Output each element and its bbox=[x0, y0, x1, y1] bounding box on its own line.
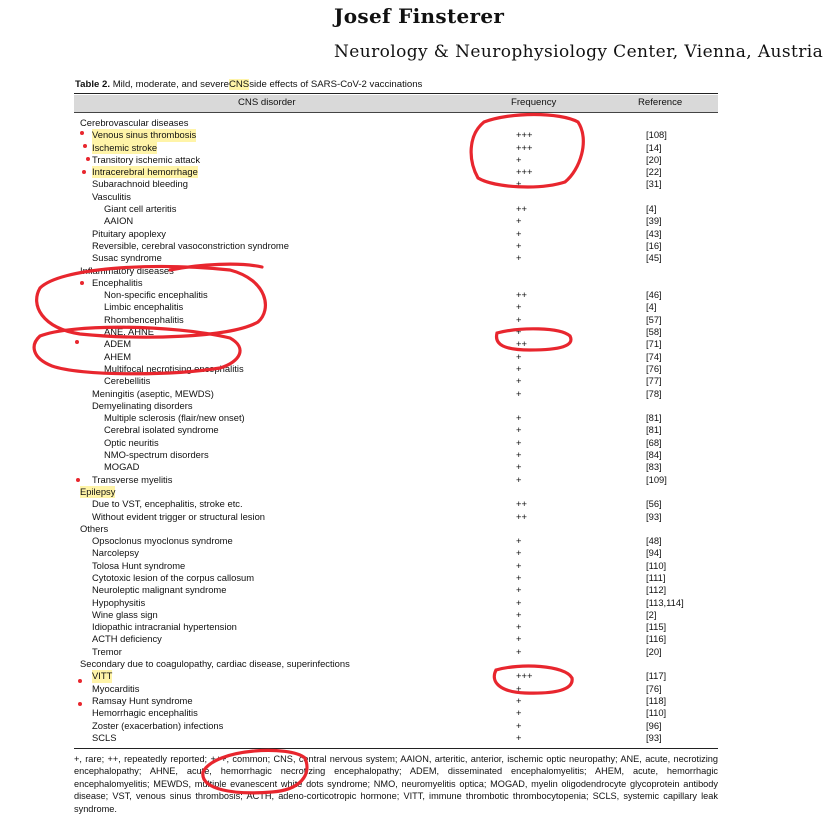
table-top-rule bbox=[74, 93, 718, 94]
reference-cell: [96] bbox=[646, 719, 662, 731]
disorder-cell: Meningitis (aseptic, MEWDS) bbox=[92, 387, 214, 399]
reference-cell: [83] bbox=[646, 461, 662, 473]
reference-cell: [81] bbox=[646, 424, 662, 436]
disorder-cell: Vasculitis bbox=[92, 190, 131, 202]
reference-cell: [2] bbox=[646, 608, 657, 620]
reference-cell: [94] bbox=[646, 547, 662, 559]
table-bottom-rule bbox=[74, 748, 718, 749]
disorder-cell: MOGAD bbox=[104, 461, 140, 473]
frequency-cell: ++ bbox=[516, 203, 527, 215]
reference-cell: [76] bbox=[646, 362, 662, 374]
table-header-bar bbox=[74, 95, 718, 113]
table-row bbox=[74, 191, 718, 203]
author-name: Josef Finsterer bbox=[334, 4, 505, 28]
frequency-cell: + bbox=[516, 719, 522, 731]
table-row bbox=[74, 277, 718, 289]
table-row bbox=[74, 412, 718, 424]
reference-cell: [46] bbox=[646, 289, 662, 301]
disorder-cell: Neuroleptic malignant syndrome bbox=[92, 584, 227, 596]
header-frequency: Frequency bbox=[511, 97, 557, 108]
disorder-cell: Hypophysitis bbox=[92, 596, 146, 608]
table-row bbox=[74, 621, 718, 633]
table-row bbox=[74, 449, 718, 461]
frequency-cell: + bbox=[516, 375, 522, 387]
disorder-cell: Narcolepsy bbox=[92, 547, 139, 559]
reference-cell: [108] bbox=[646, 129, 667, 141]
disorder-cell: Demyelinating disorders bbox=[92, 399, 193, 411]
disorder-cell: NMO-spectrum disorders bbox=[104, 449, 209, 461]
table-row bbox=[74, 609, 718, 621]
disorder-cell: Hemorrhagic encephalitis bbox=[92, 707, 198, 719]
frequency-cell: ++ bbox=[516, 289, 527, 301]
disorder-cell: Idiopathic intracranial hypertension bbox=[92, 621, 237, 633]
frequency-cell: + bbox=[516, 215, 522, 227]
frequency-cell: ++ bbox=[516, 338, 527, 350]
frequency-cell: + bbox=[516, 350, 522, 362]
frequency-cell: + bbox=[516, 239, 522, 251]
disorder-cell: Transverse myelitis bbox=[92, 473, 173, 485]
reference-cell: [77] bbox=[646, 375, 662, 387]
reference-cell: [78] bbox=[646, 387, 662, 399]
disorder-cell: AAION bbox=[104, 215, 134, 227]
reference-cell: [115] bbox=[646, 621, 667, 633]
reference-cell: [116] bbox=[646, 633, 667, 645]
reference-cell: [117] bbox=[646, 670, 667, 682]
reference-cell: [58] bbox=[646, 326, 662, 338]
disorder-cell: Susac syndrome bbox=[92, 252, 162, 264]
frequency-cell: +++ bbox=[516, 166, 533, 178]
disorder-cell: Zoster (exacerbation) infections bbox=[92, 719, 224, 731]
reference-cell: [84] bbox=[646, 449, 662, 461]
disorder-cell: Without evident trigger or structural lesion bbox=[92, 510, 265, 522]
table-row bbox=[74, 597, 718, 609]
table-footnote: +, rare; ++, repeatedly reported; +++, common; CNS, central nervous system; AAION, arteritic, anterior, ischemic optic neuropathy; ANE, acute, necrotizing encephalopathy; AHNE, acute, hemorrhagic necrotizing encephalopathy; ADEM, disseminated encephalomyelitis; AHEM, acute, hemorrhagic encephalomyelitis; MEWDS, multiple evanescent white dots syndrome; NMO, neuromyelitis optica; MOGAD, myelin oligodendrocyte glycoprotein antibody disease; VST, venous sinus thrombosis; ACTH, adeno-corticotropic hormone; VITT, immune thrombotic thrombocytopenia; SCLS, systemic capillary leak syndrome. bbox=[74, 754, 718, 814]
table-row bbox=[74, 461, 718, 473]
reference-cell: [93] bbox=[646, 731, 662, 743]
disorder-cell: VITT bbox=[92, 670, 113, 682]
table-row bbox=[74, 732, 718, 744]
table-row bbox=[74, 670, 718, 682]
frequency-cell: + bbox=[516, 301, 522, 313]
frequency-cell: + bbox=[516, 707, 522, 719]
frequency-cell: +++ bbox=[516, 129, 533, 141]
reference-cell: [76] bbox=[646, 682, 662, 694]
disorder-cell: Ischemic stroke bbox=[92, 141, 158, 153]
table-row bbox=[74, 572, 718, 584]
disorder-cell: SCLS bbox=[92, 731, 117, 743]
table-row bbox=[74, 166, 718, 178]
disorder-cell: ADEM bbox=[104, 338, 132, 350]
disorder-cell: Multiple sclerosis (flair/new onset) bbox=[104, 412, 245, 424]
table-row bbox=[74, 646, 718, 658]
frequency-cell: + bbox=[516, 449, 522, 461]
frequency-cell: + bbox=[516, 461, 522, 473]
disorder-cell: Non-specific encephalitis bbox=[104, 289, 208, 301]
frequency-cell: +++ bbox=[516, 141, 533, 153]
reference-cell: [20] bbox=[646, 645, 662, 657]
disorder-cell: Giant cell arteritis bbox=[104, 203, 177, 215]
reference-cell: [43] bbox=[646, 227, 662, 239]
reference-cell: [110] bbox=[646, 707, 667, 719]
frequency-cell: + bbox=[516, 682, 522, 694]
table-row bbox=[74, 474, 718, 486]
disorder-cell: AHEM bbox=[104, 350, 132, 362]
disorder-cell: Reversible, cerebral vasoconstriction syndrome bbox=[92, 239, 289, 251]
frequency-cell: + bbox=[516, 621, 522, 633]
disorder-cell: Rhombencephalitis bbox=[104, 313, 184, 325]
disorder-cell: Tolosa Hunt syndrome bbox=[92, 559, 186, 571]
disorder-cell: Optic neuritis bbox=[104, 436, 159, 448]
table-row bbox=[74, 535, 718, 547]
disorder-cell: Encephalitis bbox=[92, 276, 143, 288]
frequency-cell: ++ bbox=[516, 510, 527, 522]
disorder-cell: Subarachnoid bleeding bbox=[92, 178, 188, 190]
reference-cell: [45] bbox=[646, 252, 662, 264]
table-row bbox=[74, 338, 718, 350]
table-body bbox=[74, 117, 718, 744]
frequency-cell: + bbox=[516, 571, 522, 583]
table-row bbox=[74, 720, 718, 732]
disorder-cell: Multifocal necrotising encephalitis bbox=[104, 362, 244, 374]
frequency-cell: ++ bbox=[516, 498, 527, 510]
frequency-cell: + bbox=[516, 153, 522, 165]
frequency-cell: + bbox=[516, 412, 522, 424]
frequency-cell: + bbox=[516, 362, 522, 374]
frequency-cell: + bbox=[516, 424, 522, 436]
reference-cell: [68] bbox=[646, 436, 662, 448]
frequency-cell: + bbox=[516, 473, 522, 485]
reference-cell: [112] bbox=[646, 584, 667, 596]
reference-cell: [93] bbox=[646, 510, 662, 522]
reference-cell: [81] bbox=[646, 412, 662, 424]
reference-cell: [31] bbox=[646, 178, 662, 190]
table-row bbox=[74, 326, 718, 338]
disorder-cell: Inflammatory diseases bbox=[80, 264, 174, 276]
frequency-cell: + bbox=[516, 596, 522, 608]
reference-cell: [109] bbox=[646, 473, 667, 485]
table-row bbox=[74, 252, 718, 264]
table-row bbox=[74, 117, 718, 129]
table-row bbox=[74, 498, 718, 510]
disorder-cell: ACTH deficiency bbox=[92, 633, 162, 645]
disorder-cell: Cerebral isolated syndrome bbox=[104, 424, 219, 436]
reference-cell: [56] bbox=[646, 498, 662, 510]
table-row bbox=[74, 547, 718, 559]
reference-cell: [39] bbox=[646, 215, 662, 227]
disorder-cell: Limbic encephalitis bbox=[104, 301, 184, 313]
table-row bbox=[74, 486, 718, 498]
table-row bbox=[74, 142, 718, 154]
disorder-cell: Pituitary apoplexy bbox=[92, 227, 166, 239]
table-row bbox=[74, 511, 718, 523]
disorder-cell: Others bbox=[80, 522, 109, 534]
table-row bbox=[74, 314, 718, 326]
frequency-cell: + bbox=[516, 387, 522, 399]
table-row bbox=[74, 265, 718, 277]
table-row bbox=[74, 424, 718, 436]
table-row bbox=[74, 228, 718, 240]
table-row bbox=[74, 178, 718, 190]
reference-cell: [111] bbox=[646, 571, 666, 583]
table-row bbox=[74, 584, 718, 596]
frequency-cell: + bbox=[516, 227, 522, 239]
disorder-cell: Cytotoxic lesion of the corpus callosum bbox=[92, 571, 255, 583]
header-reference: Reference bbox=[638, 97, 683, 108]
reference-cell: [16] bbox=[646, 239, 662, 251]
caption-label: Table 2. bbox=[75, 79, 111, 90]
frequency-cell: + bbox=[516, 436, 522, 448]
frequency-cell: + bbox=[516, 731, 522, 743]
frequency-cell: + bbox=[516, 178, 522, 190]
table-row bbox=[74, 363, 718, 375]
frequency-cell: + bbox=[516, 608, 522, 620]
disorder-cell: Epilepsy bbox=[80, 485, 116, 497]
table-row bbox=[74, 289, 718, 301]
table-row bbox=[74, 633, 718, 645]
frequency-cell: + bbox=[516, 535, 522, 547]
frequency-cell: +++ bbox=[516, 670, 533, 682]
disorder-cell: Myocarditis bbox=[92, 682, 140, 694]
reference-cell: [4] bbox=[646, 203, 657, 215]
table-row bbox=[74, 388, 718, 400]
disorder-cell: Cerebellitis bbox=[104, 375, 151, 387]
caption-post: side effects of SARS-CoV-2 vaccinations bbox=[249, 79, 423, 90]
disorder-cell: ANE, AHNE bbox=[104, 326, 155, 338]
reference-cell: [74] bbox=[646, 350, 662, 362]
frequency-cell: + bbox=[516, 694, 522, 706]
frequency-cell: + bbox=[516, 584, 522, 596]
table-row bbox=[74, 351, 718, 363]
frequency-cell: + bbox=[516, 252, 522, 264]
frequency-cell: + bbox=[516, 326, 522, 338]
reference-cell: [110] bbox=[646, 559, 667, 571]
disorder-cell: Due to VST, encephalitis, stroke etc. bbox=[92, 498, 243, 510]
reference-cell: [57] bbox=[646, 313, 662, 325]
table-row bbox=[74, 695, 718, 707]
table-row bbox=[74, 400, 718, 412]
disorder-cell: Transitory ischemic attack bbox=[92, 153, 201, 165]
reference-cell: [48] bbox=[646, 535, 662, 547]
table-row bbox=[74, 301, 718, 313]
frequency-cell: + bbox=[516, 313, 522, 325]
disorder-cell: Venous sinus thrombosis bbox=[92, 129, 197, 141]
reference-cell: [14] bbox=[646, 141, 662, 153]
reference-cell: [118] bbox=[646, 694, 667, 706]
disorder-cell: Tremor bbox=[92, 645, 122, 657]
affiliation: Neurology & Neurophysiology Center, Vienna, Austria bbox=[334, 42, 824, 62]
table-row bbox=[74, 683, 718, 695]
table-row bbox=[74, 375, 718, 387]
reference-cell: [22] bbox=[646, 166, 662, 178]
disorder-cell: Ramsay Hunt syndrome bbox=[92, 694, 193, 706]
disorder-cell: Intracerebral hemorrhage bbox=[92, 166, 198, 178]
reference-cell: [71] bbox=[646, 338, 662, 350]
table-row bbox=[74, 215, 718, 227]
table-row bbox=[74, 154, 718, 166]
caption-pre: Mild, moderate, and severe bbox=[112, 79, 229, 90]
disorder-cell: Wine glass sign bbox=[92, 608, 158, 620]
frequency-cell: + bbox=[516, 633, 522, 645]
table-row bbox=[74, 707, 718, 719]
table-row bbox=[74, 560, 718, 572]
frequency-cell: + bbox=[516, 547, 522, 559]
reference-cell: [20] bbox=[646, 153, 662, 165]
reference-cell: [4] bbox=[646, 301, 657, 313]
disorder-cell: Secondary due to coagulopathy, cardiac disease, superinfections bbox=[80, 658, 350, 670]
table-row bbox=[74, 203, 718, 215]
disorder-cell: Opsoclonus myoclonus syndrome bbox=[92, 535, 233, 547]
header-cns-disorder: CNS disorder bbox=[238, 97, 296, 108]
table-row bbox=[74, 437, 718, 449]
table-row bbox=[74, 129, 718, 141]
caption-cns: CNS bbox=[228, 79, 250, 90]
table-row bbox=[74, 240, 718, 252]
frequency-cell: + bbox=[516, 645, 522, 657]
disorder-cell: Cerebrovascular diseases bbox=[80, 117, 189, 128]
frequency-cell: + bbox=[516, 559, 522, 571]
table-row bbox=[74, 658, 718, 670]
reference-cell: [113,114] bbox=[646, 596, 684, 608]
table-row bbox=[74, 523, 718, 535]
table-caption bbox=[75, 79, 422, 90]
